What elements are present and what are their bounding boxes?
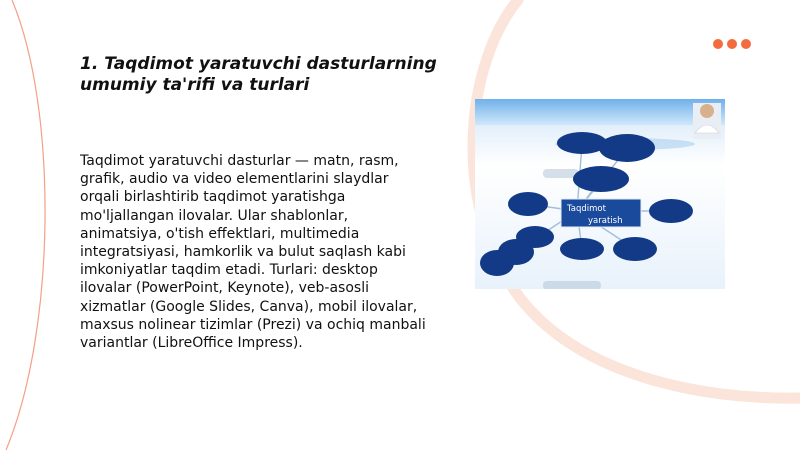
slide-body-text: Taqdimot yaratuvchi dasturlar — matn, rasm, grafik, audio va video elementlarini slaydlar orqali birlashtirib taqdimot yaratishga mo'ljallangan ilovalar. Ular shablonlar, animatsiya, o'tish effektlari, multimedia integratsiyasi, hamkorlik va bulut saqlash kabi imkoniyatlar taqdim etadi. Turlari: desktop ilovalar (PowerPoint, Keynote), veb-asosli xizmatlar (Google Slides, Canva), mobil ilovalar, maxsus nolinear tizimlar (Prezi) va ochiq manbali variantlar (LibreOffice Impress). bbox=[80, 153, 426, 352]
left-arc-line bbox=[6, 0, 45, 450]
center-node-label-line1: Taqdimot bbox=[567, 204, 606, 214]
diagram-node bbox=[573, 166, 629, 192]
dot-icon bbox=[741, 39, 751, 49]
dot-icon bbox=[713, 39, 723, 49]
diagram-node bbox=[613, 237, 657, 261]
mind-map-illustration bbox=[475, 99, 725, 289]
diagram-image bbox=[475, 99, 725, 289]
center-node-label-line2: yaratish bbox=[588, 216, 623, 226]
slide-title: 1. Taqdimot yaratuvchi dasturlarning umumiy ta'rifi va turlari bbox=[80, 54, 437, 95]
center-node bbox=[561, 199, 641, 227]
presenter-person bbox=[693, 103, 721, 139]
diagram-node bbox=[480, 250, 514, 276]
diagram-node bbox=[557, 132, 607, 154]
menu-dots bbox=[713, 39, 751, 49]
diagram-node bbox=[508, 192, 548, 216]
diagram-node bbox=[599, 134, 655, 162]
dot-icon bbox=[727, 39, 737, 49]
diagram-node bbox=[560, 238, 604, 260]
diagram-node bbox=[649, 199, 693, 223]
